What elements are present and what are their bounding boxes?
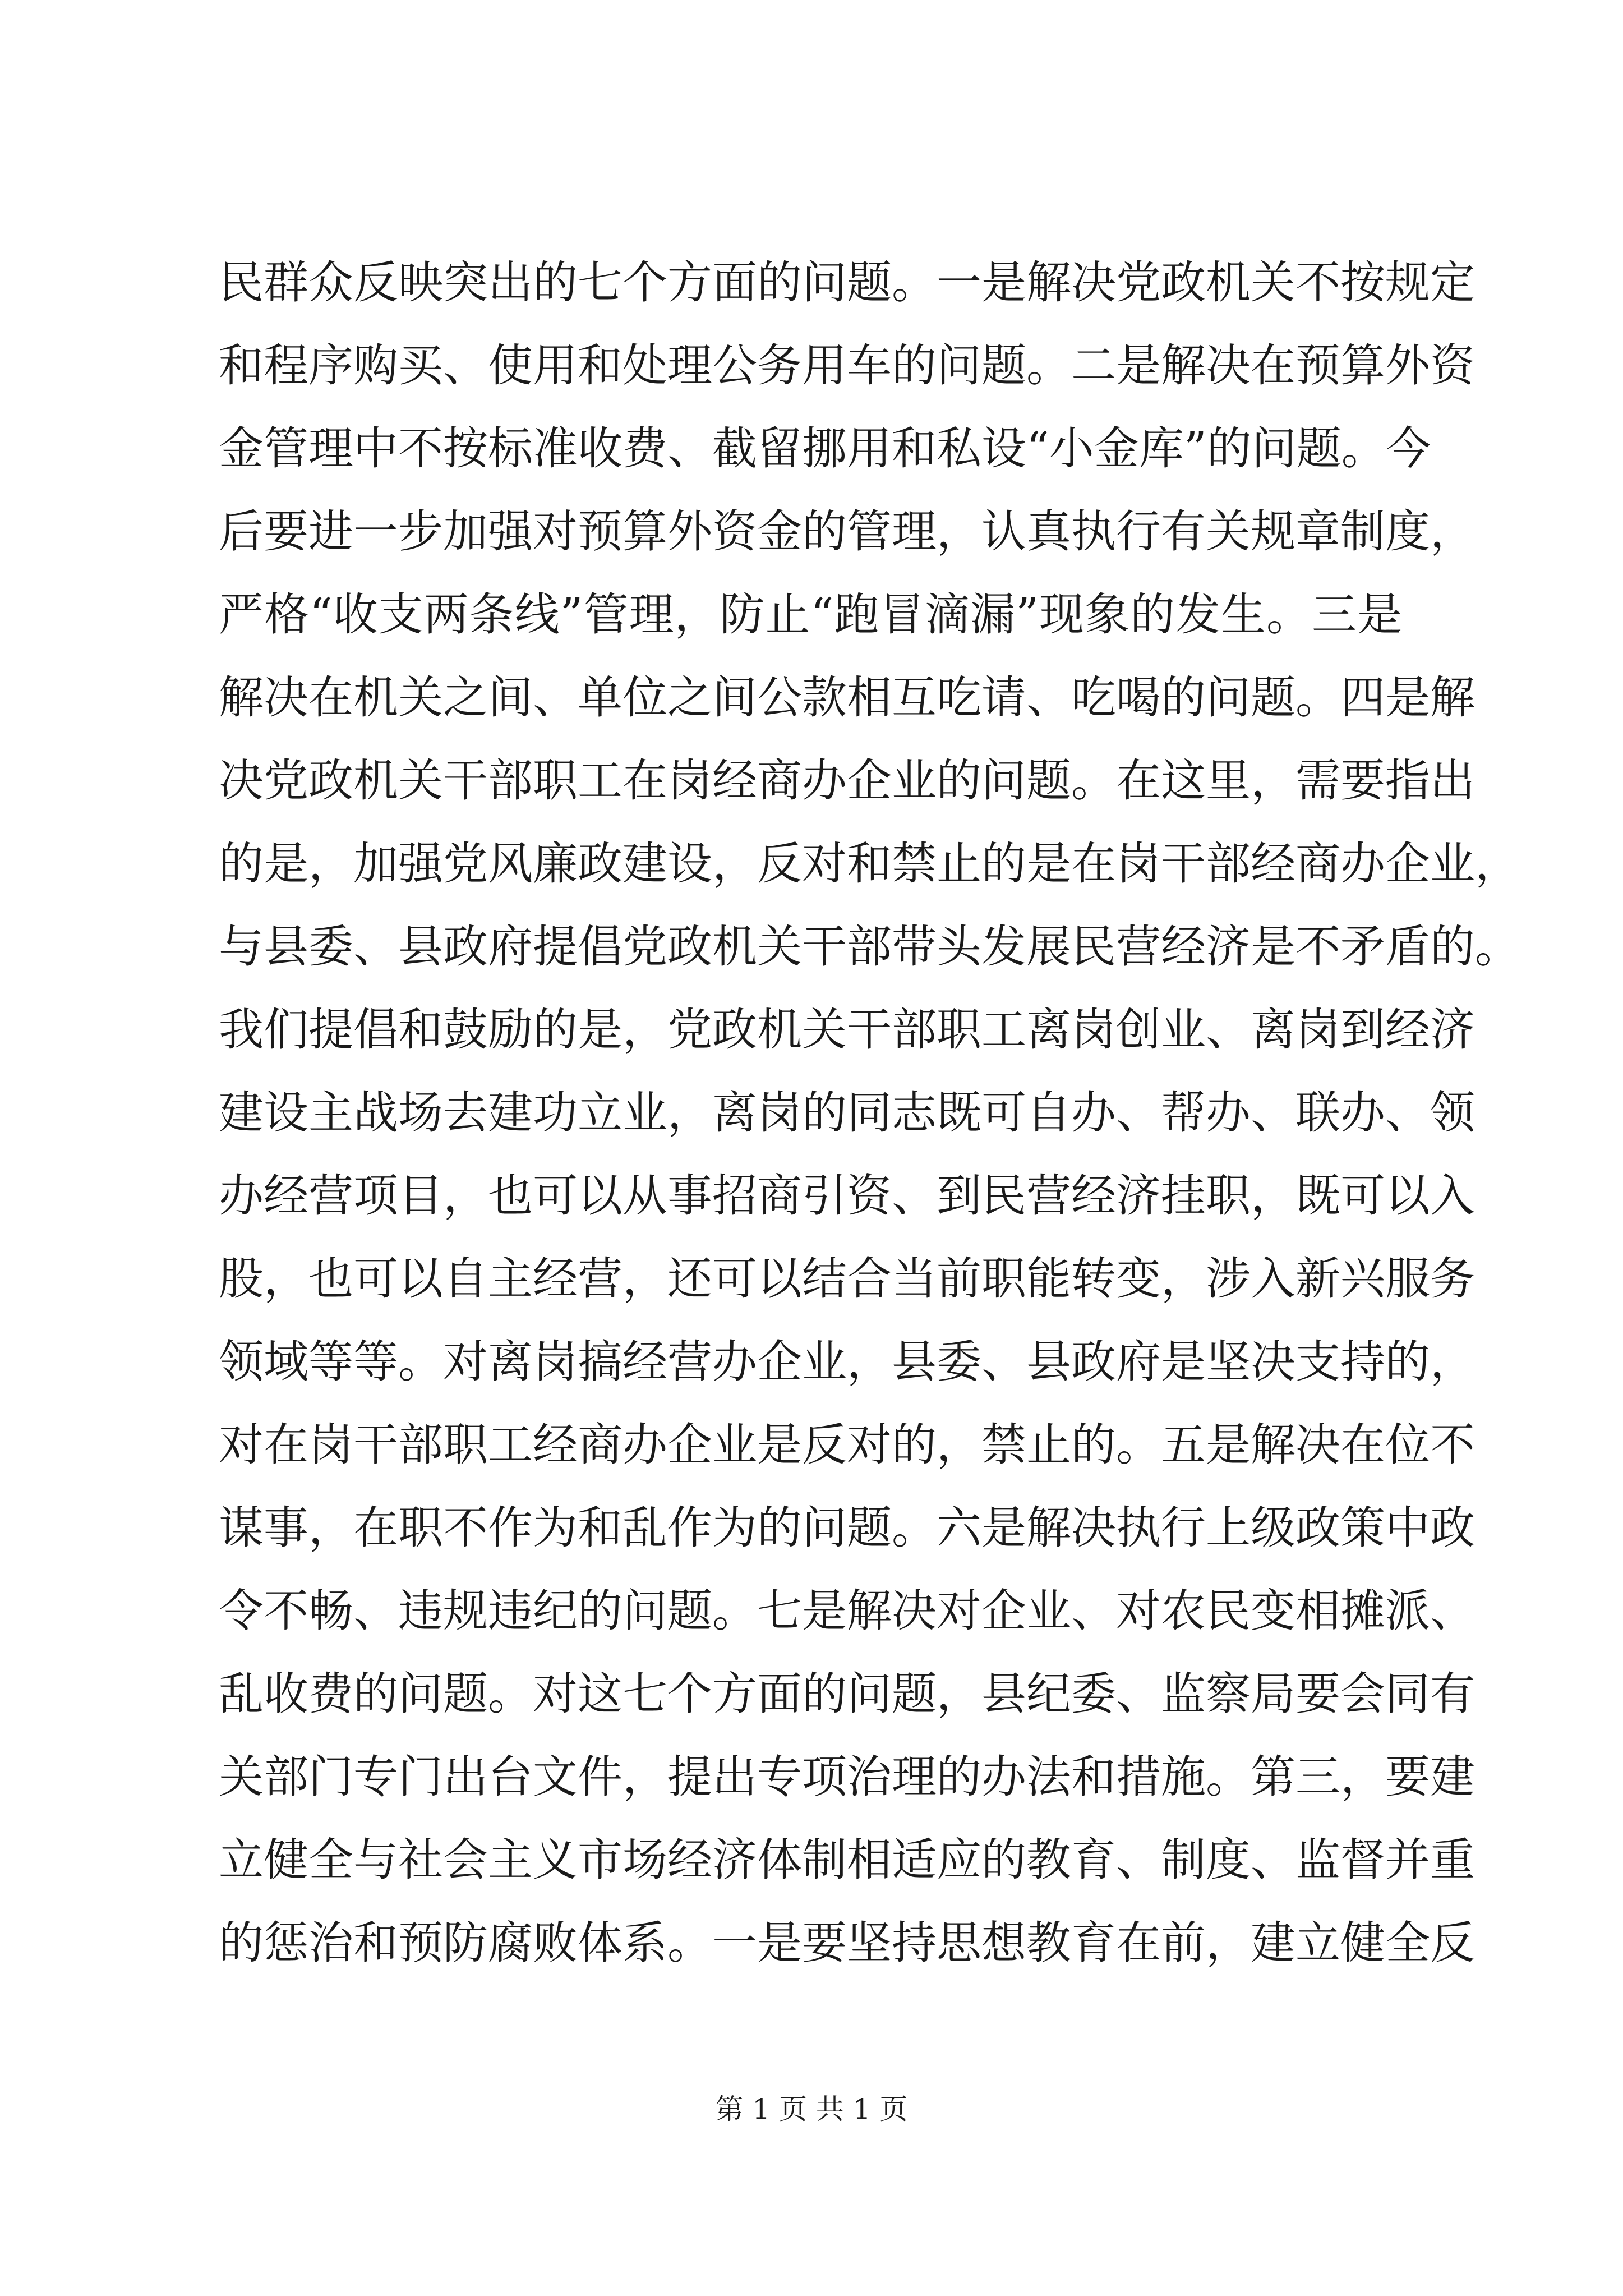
text-line: 办经营项目，也可以从事招商引资、到民营经济挂职，既可以入	[219, 1170, 1475, 1222]
text-line: 关部门专门出台文件，提出专项治理的办法和措施。第三，要建	[219, 1751, 1475, 1803]
text-line: 和程序购买、使用和处理公务用车的问题。二是解决在预算外资	[219, 339, 1475, 392]
text-line: 对在岗干部职工经商办企业是反对的，禁止的。五是解决在位不	[219, 1419, 1475, 1471]
text-line: 严格“收支两条线”管理，防止“跑冒滴漏”现象的发生。三是	[219, 588, 1402, 641]
text-line: 决党政机关干部职工在岗经商办企业的问题。在这里，需要指出	[219, 754, 1475, 807]
text-line: 与县委、县政府提倡党政机关干部带头发展民营经济是不矛盾的。	[219, 921, 1520, 973]
text-line: 乱收费的问题。对这七个方面的问题，县纪委、监察局要会同有	[219, 1668, 1475, 1720]
text-line: 解决在机关之间、单位之间公款相互吃请、吃喝的问题。四是解	[219, 671, 1475, 724]
text-line: 领域等等。对离岗搞经营办企业，县委、县政府是坚决支持的，	[219, 1336, 1475, 1388]
text-line: 的是，加强党风廉政建设，反对和禁止的是在岗干部经商办企业，	[219, 838, 1520, 890]
text-line: 我们提倡和鼓励的是，党政机关干部职工离岗创业、离岗到经济	[219, 1004, 1475, 1056]
text-line: 建设主战场去建功立业，离岗的同志既可自办、帮办、联办、领	[219, 1087, 1475, 1139]
page-number-footer: 第 1 页 共 1 页	[715, 2093, 908, 2125]
text-line: 后要进一步加强对预算外资金的管理，认真执行有关规章制度，	[219, 505, 1475, 558]
text-line: 的惩治和预防腐败体系。一是要坚持思想教育在前，建立健全反	[219, 1917, 1475, 1969]
text-line: 民群众反映突出的七个方面的问题。一是解决党政机关不按规定	[219, 256, 1475, 309]
text-line: 金管理中不按标准收费、截留挪用和私设“小金库”的问题。今	[219, 422, 1431, 475]
text-line: 令不畅、违规违纪的问题。七是解决对企业、对农民变相摊派、	[219, 1585, 1475, 1637]
text-line: 谋事，在职不作为和乱作为的问题。六是解决执行上级政策中政	[219, 1502, 1475, 1554]
text-line: 股，也可以自主经营，还可以结合当前职能转变，涉入新兴服务	[219, 1253, 1475, 1305]
text-line: 立健全与社会主义市场经济体制相适应的教育、制度、监督并重	[219, 1834, 1475, 1886]
body-text	[219, 241, 1520, 1985]
